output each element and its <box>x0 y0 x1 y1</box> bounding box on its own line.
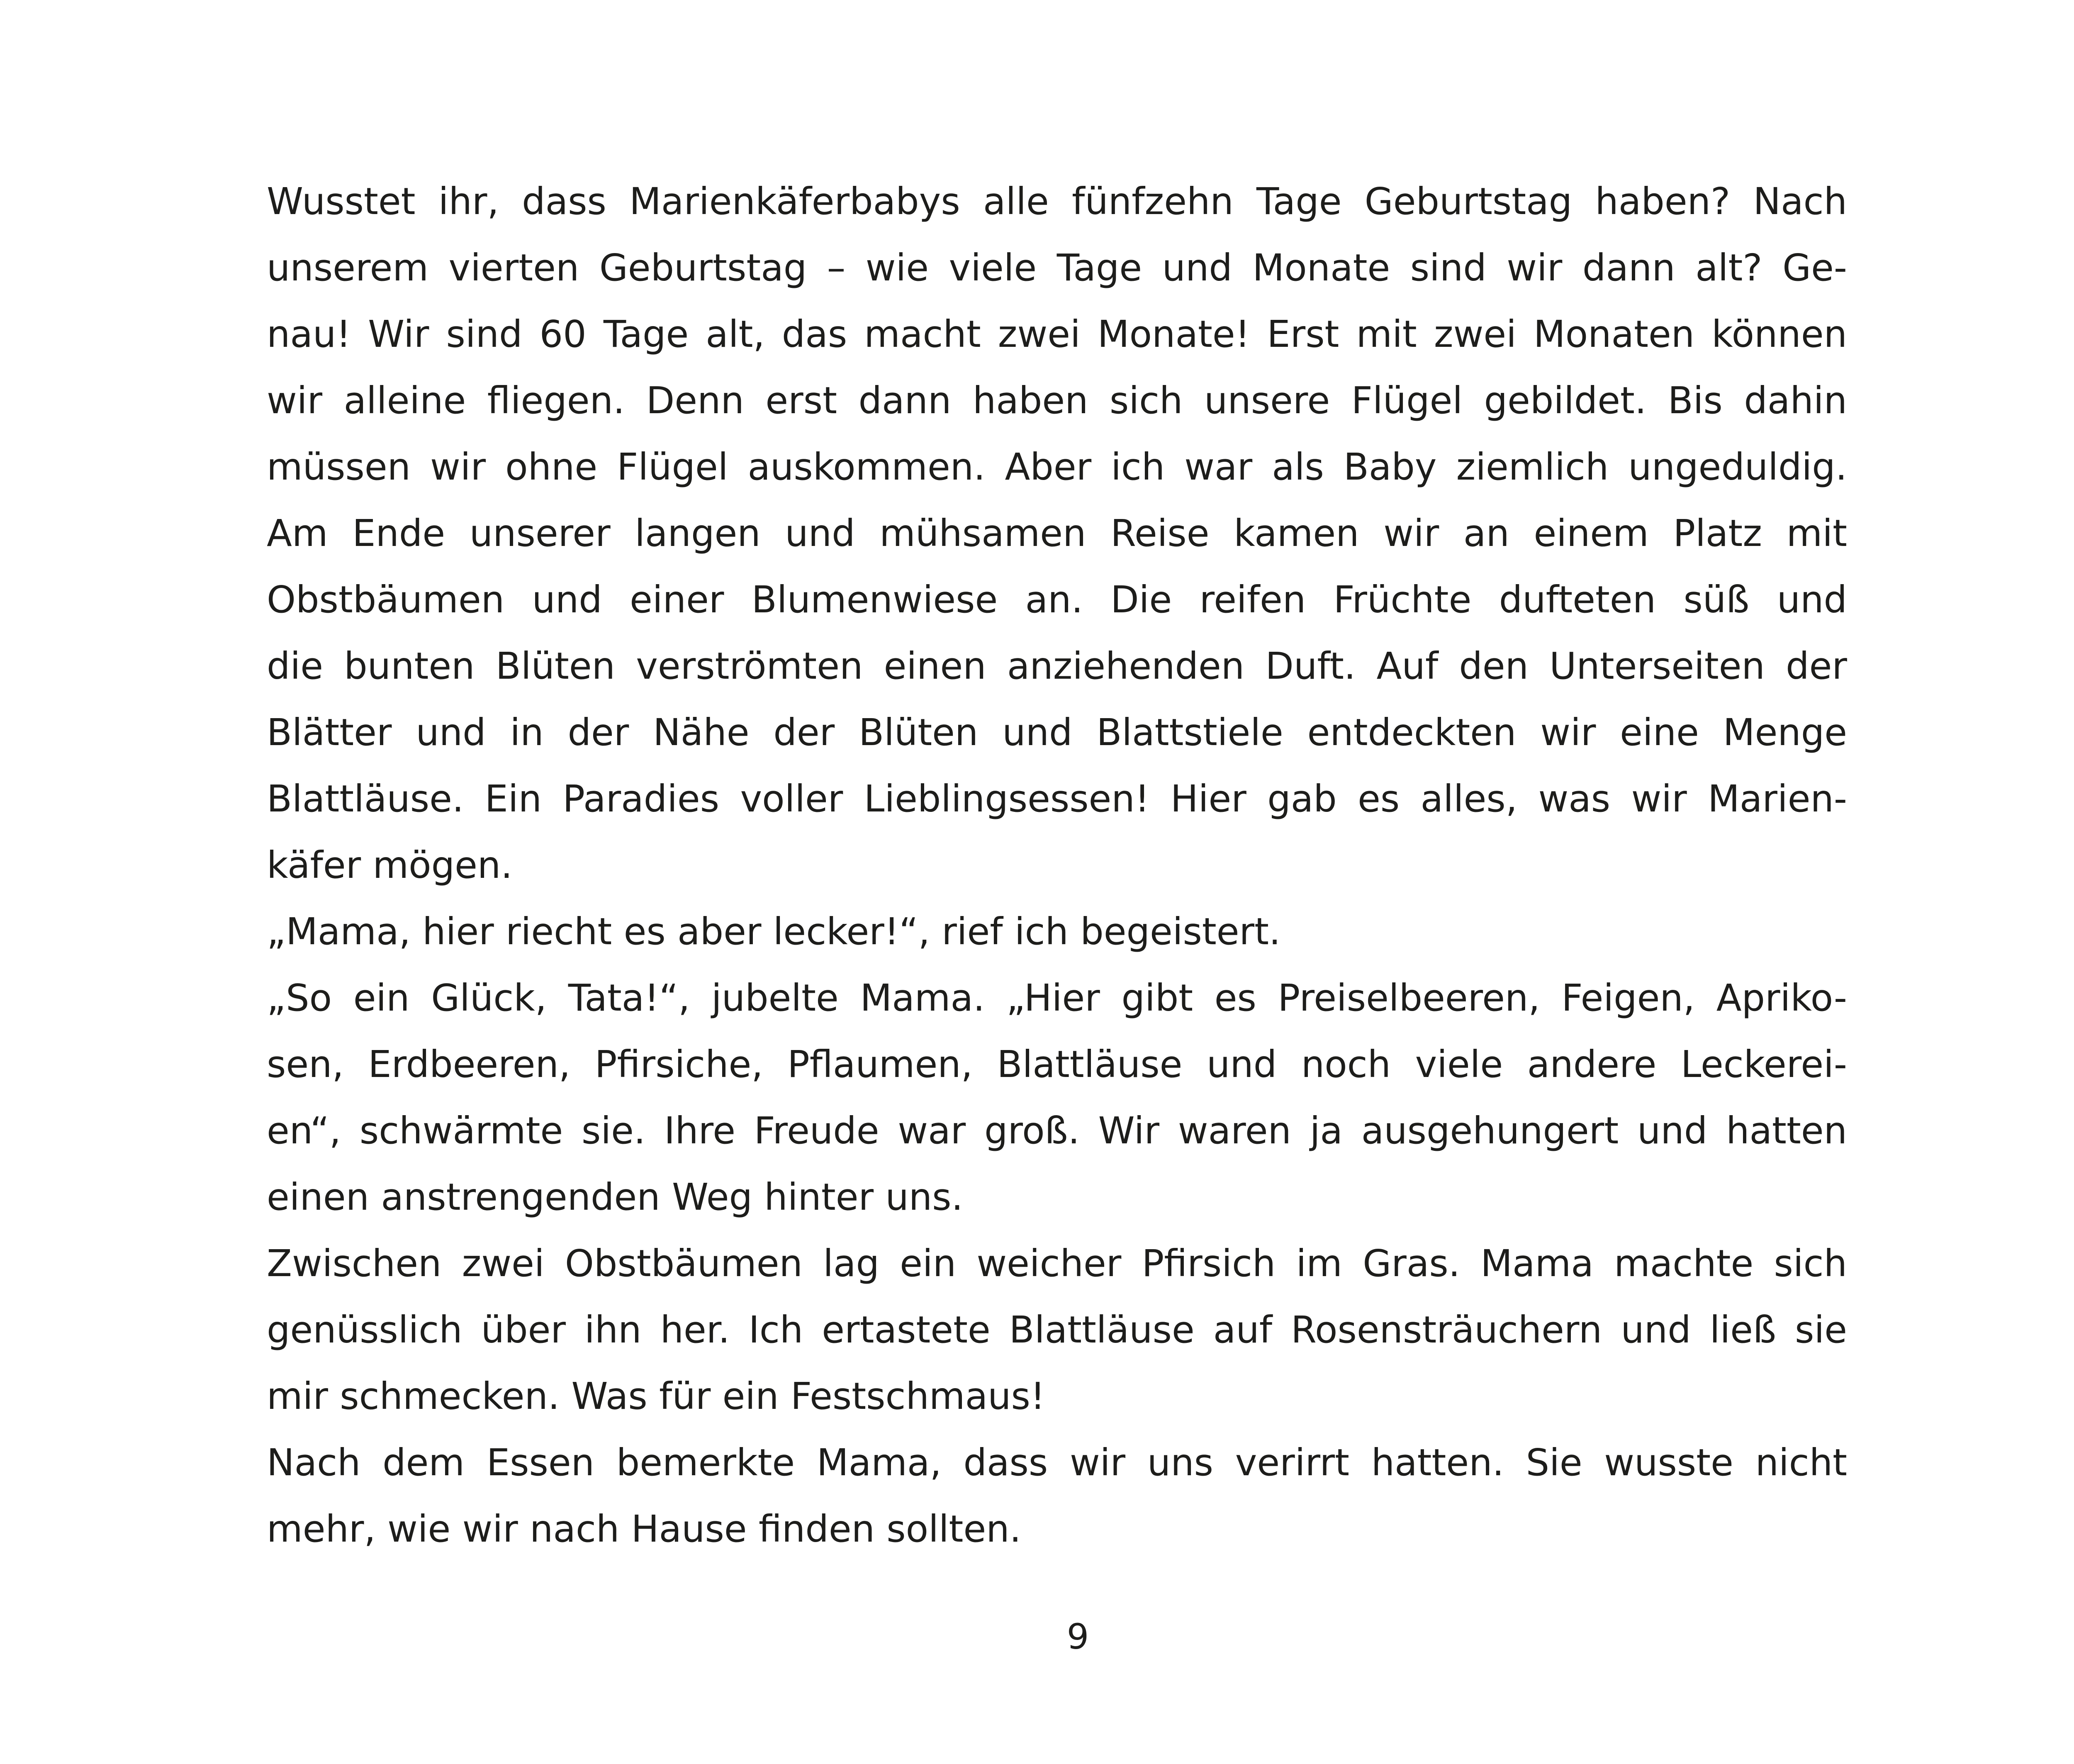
text-line: mehr, wie wir nach Hause finden sollten. <box>267 1507 1021 1550</box>
text-line: „Mama, hier riecht es aber lecker!“, rief ich begeistert. <box>267 910 1281 953</box>
text-line: nau! Wir sind 60 Tage alt, das macht zwei Monate! Erst mit zwei Monaten können <box>267 312 1847 356</box>
text-line: mir schmecken. Was für ein Festschmaus! <box>267 1374 1045 1418</box>
page-number: 9 <box>1066 1616 1089 1657</box>
body-text <box>267 168 1847 1562</box>
text-line: sen, Erdbeeren, Pfirsiche, Pflaumen, Blattläuse und noch viele andere Leckerei- <box>267 1043 1847 1086</box>
text-line: Obstbäumen und einer Blumenwiese an. Die reifen Früchte dufteten süß und <box>267 578 1847 621</box>
text-line: müssen wir ohne Flügel auskommen. Aber ich war als Baby ziemlich ungeduldig. <box>267 445 1847 488</box>
text-line: einen anstrengenden Weg hinter uns. <box>267 1175 963 1218</box>
text-line: Wusstet ihr, dass Marienkäferbabys alle fünfzehn Tage Geburtstag haben? Nach <box>267 180 1847 223</box>
text-line: en“, schwärmte sie. Ihre Freude war groß. Wir waren ja ausgehungert und hatten <box>267 1109 1847 1152</box>
text-line: „So ein Glück, Tata!“, jubelte Mama. „Hier gibt es Preiselbeeren, Feigen, Apriko- <box>267 976 1847 1019</box>
text-line: Am Ende unserer langen und mühsamen Reise kamen wir an einem Platz mit <box>267 512 1847 555</box>
text-line: käfer mögen. <box>267 843 513 887</box>
text-line: die bunten Blüten verströmten einen anziehenden Duft. Auf den Unterseiten der <box>267 644 1847 687</box>
text-line: wir alleine fliegen. Denn erst dann haben sich unsere Flügel gebildet. Bis dahin <box>267 379 1847 422</box>
text-line: Blätter und in der Nähe der Blüten und Blattstiele entdeckten wir eine Menge <box>267 711 1847 754</box>
text-line: Zwischen zwei Obstbäumen lag ein weicher Pfirsich im Gras. Mama machte sich <box>267 1242 1847 1285</box>
text-line: unserem vierten Geburtstag – wie viele Tage und Monate sind wir dann alt? Ge- <box>267 246 1847 289</box>
text-line: Nach dem Essen bemerkte Mama, dass wir uns verirrt hatten. Sie wusste nicht <box>267 1441 1847 1484</box>
text-line: Blattläuse. Ein Paradies voller Lieblingsessen! Hier gab es alles, was wir Marien- <box>267 777 1847 820</box>
text-line: genüsslich über ihn her. Ich ertastete Blattläuse auf Rosensträuchern und ließ sie <box>267 1308 1847 1351</box>
